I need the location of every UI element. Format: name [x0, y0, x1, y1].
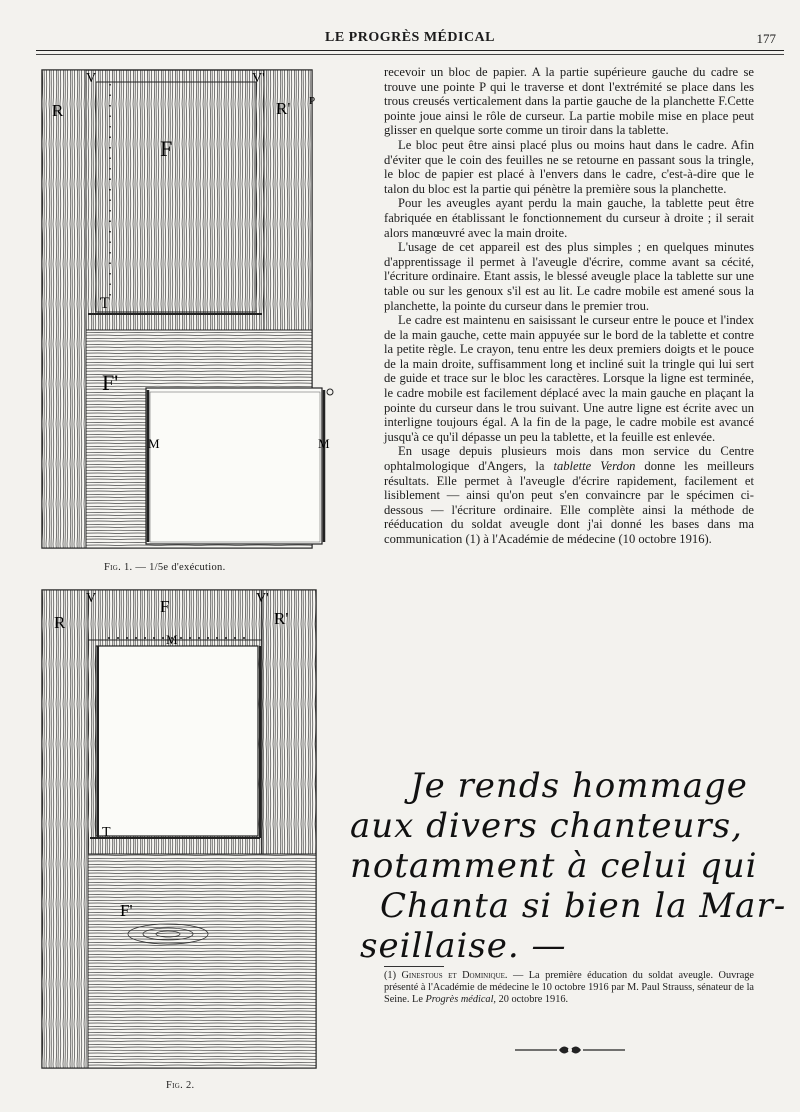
fig1-label-v-prime: V': [252, 71, 265, 86]
figure-2-caption: [166, 1080, 194, 1091]
footnote: [384, 970, 754, 1007]
handwriting-line: notamment à celui qui: [350, 846, 758, 886]
figure-2: [38, 584, 323, 1070]
handwriting-line: Je rends hommage: [410, 766, 748, 806]
footnote-authors: (1) Ginestous et Dominique.: [384, 970, 508, 981]
fig1-label-t: T: [100, 295, 110, 312]
fig1-label-m: M: [148, 436, 160, 451]
fig1-label-r: R: [52, 101, 64, 120]
running-header: [40, 28, 780, 50]
fleuron-ornament: [515, 1040, 625, 1060]
figure-1: [38, 64, 343, 554]
device-name: tablette Verdon: [553, 459, 636, 474]
paragraph: Le bloc peut être ainsi placé plus ou moins haut dans le cadre. Afin d'éviter que le coin des feuilles ne se retourne en passant sous la tringle, le bloc de papier est placé à l'envers dans le cadre, c'est-à-dire que le talon du bloc est la partie qui pénètre la première sous la planchette.: [384, 137, 754, 196]
fig2-label-m: M: [166, 632, 178, 647]
figure-1-caption-text: — 1/5e d'exécution.: [135, 562, 226, 573]
footnote-rule: [384, 966, 444, 967]
paragraph: Pour les aveugles ayant perdu la main gauche, la tablette peut être fabriquée en établissant le fonctionnement du curseur à droite ; il serait alors manœuvré avec la main droite.: [384, 196, 754, 240]
fig2-label-r-prime: R': [274, 609, 289, 628]
footnote-journal: Progrès médical,: [425, 994, 497, 1006]
fig2-label-v-prime: V': [256, 591, 269, 606]
header-rule-thin: [36, 54, 784, 55]
fig2-label-t: T: [102, 825, 111, 840]
figure-1-caption-number: Fig. 1.: [104, 562, 133, 573]
handwriting-line: seillaise. —: [360, 926, 567, 966]
fig1-label-m-right: M: [318, 436, 330, 451]
page-number: 177: [756, 31, 776, 46]
fig1-label-v: V: [86, 71, 97, 86]
handwriting-specimen: [350, 766, 790, 966]
fig2-label-v: V: [86, 591, 97, 606]
figure-2-caption-text: Fig. 2.: [166, 1080, 195, 1091]
fig2-label-f-prime: F': [120, 901, 133, 920]
figure-1-drawing: [38, 64, 343, 554]
body-text: [384, 65, 754, 547]
header-rule: [36, 50, 784, 51]
fig2-label-f: F: [160, 597, 170, 616]
paragraph-last: [384, 444, 754, 546]
fig1-label-f-prime: F': [102, 370, 119, 395]
paragraph-text: En usage depuis plusieurs mois dans mon service du Centre ophtalmologique d'Angers, la: [384, 444, 754, 474]
fig1-label-r-prime: R': [276, 99, 291, 118]
handwriting-line: aux divers chanteurs,: [350, 806, 743, 846]
figure-1-caption: [104, 562, 226, 573]
paragraph: L'usage de cet appareil est des plus simples ; en quelques minutes d'apprentissage il permet à l'aveugle d'écrire, comme avant sa cécité, l'écriture ordinaire. Etant assis, le blessé aveugle place la tablette sur une table ou sur les genoux s'il est au lit. Le cadre mobile est amené sous la planchette, la pointe du curseur dans le premier trou.: [384, 240, 754, 313]
paragraph: Le cadre est maintenu en saisissant le curseur entre le pouce et l'index de la main gauche, cette main appuyée sur le bord de la tablette et contre la petite règle. Le crayon, tenu entre les deux premiers doigts et le pouce de la main droite, suffisamment long et incliné suit la tringle qui lui sert de guide et trace sur le bloc les caractères. Lorsque la ligne est terminée, le cadre mobile est facilement déplacé avec la main gauche en plaçant la pointe du curseur dans le trou suivant. Une autre ligne est écrite avec un interligne toujours égal. A la fin de la page, le cadre mobile est avancé jusqu'à ce qu'il dépasse un peu la tablette, et la feuille est enlevée.: [384, 313, 754, 444]
journal-title: LE PROGRÈS MÉDICAL: [324, 30, 496, 45]
footnote-text: — La première éducation du soldat aveugle. Ouvrage présenté à l'Académie de médecine le 10 octobre 1916 par M. Paul Strauss, sénateur de la Seine. Le: [384, 970, 754, 1006]
handwriting-line: Chanta si bien la Mar-: [380, 886, 787, 926]
fig1-label-p: P: [309, 95, 316, 107]
fig2-label-r: R: [54, 613, 66, 632]
paragraph: recevoir un bloc de papier. A la partie supérieure gauche du cadre se trouve une pointe P qui le traverse et dont l'extrémité se place dans les trous creusés verticalement dans la partie gauche de la planchette F.Cette pointe joue ainsi le rôle de curseur. La partie mobile mise en place peut glisser en quelque sorte comme un tiroir dans la tablette.: [384, 65, 754, 138]
fig1-label-f: F: [160, 136, 173, 161]
footnote-date: 20 octobre 1916.: [496, 994, 569, 1006]
figure-2-drawing: [38, 584, 323, 1070]
paragraph-text: donne les meilleurs résultats. Elle permet à l'aveugle d'écrire rapidement, facilement et lisiblement — ainsi qu'on peut s'en convaincre par le spécimen ci-dessous — l'écriture ordinaire. Elle complète ainsi la méthode de rééducation du soldat aveugle dont j'ai donné les bases dans ma communication (1) à l'Académie de médecine (10 octobre 1916).: [384, 459, 755, 546]
